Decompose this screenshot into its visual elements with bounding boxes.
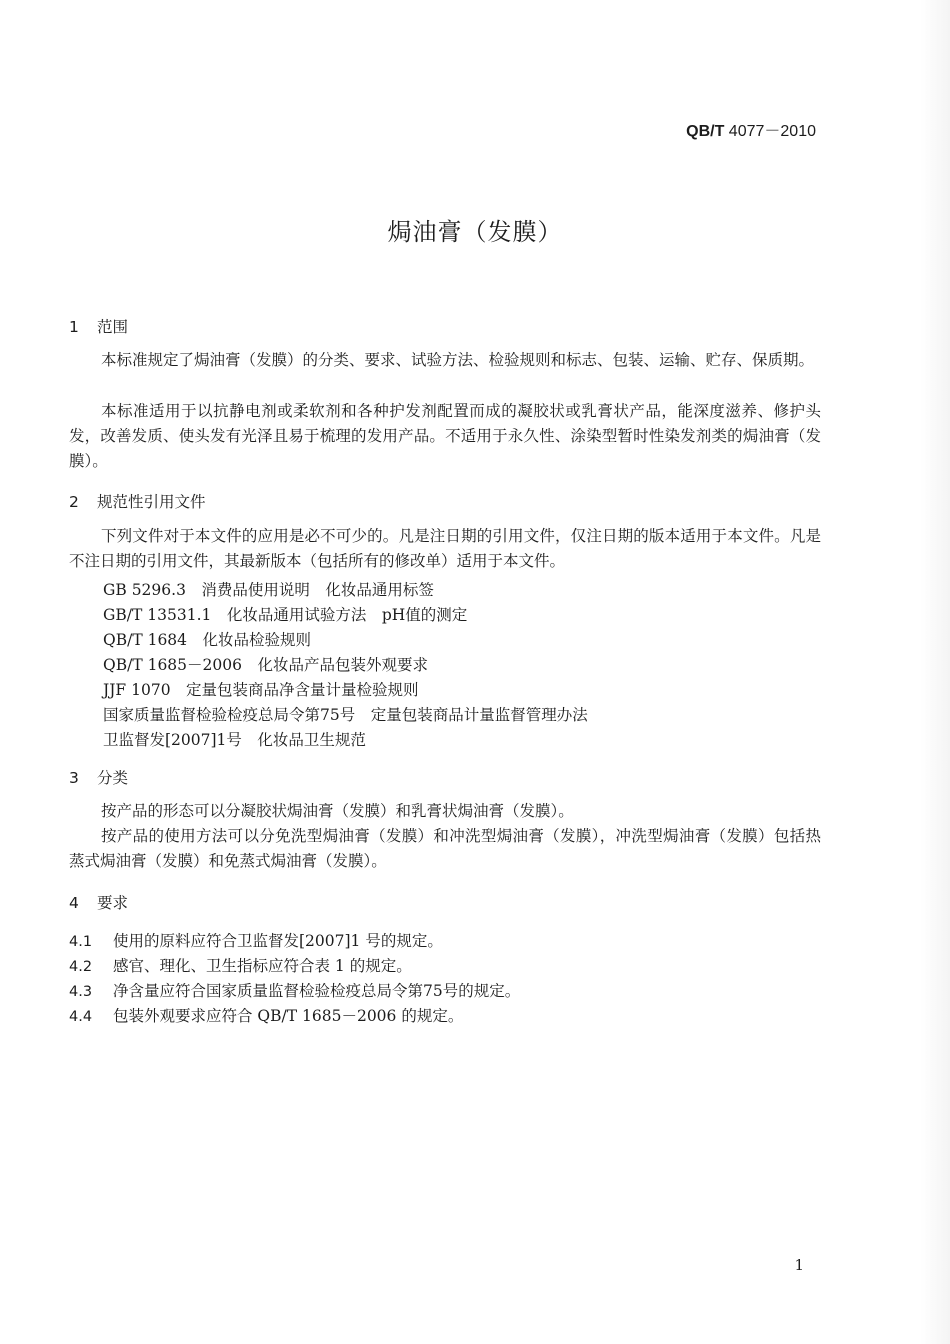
requirement-number: 4.2: [69, 959, 93, 975]
page-edge-shadow: [920, 0, 950, 1344]
section-title: 规范性引用文件: [97, 493, 206, 511]
section-number: 3: [69, 769, 79, 787]
reference-item: QB/T 1684 化妆品检验规则: [103, 631, 312, 649]
paragraph: 按产品的形态可以分凝胶状焗油膏（发膜）和乳膏状焗油膏（发膜）。: [101, 802, 574, 820]
section-title: 分类: [97, 769, 129, 787]
paragraph: 下列文件对于本文件的应用是必不可少的。凡是注日期的引用文件，仅注日期的版本适用于本文件。凡是不注日期的引用文件，其最新版本（包括所有的修改单）适用于本文件。: [69, 527, 821, 570]
requirement-text: 使用的原料应符合卫监督发[2007]1 号的规定。: [113, 932, 443, 950]
requirement-item: [69, 954, 412, 976]
reference-item: GB/T 13531.1 化妆品通用试验方法 pH值的测定: [103, 606, 468, 624]
section-heading-2: [69, 490, 206, 512]
section-heading-4: [69, 891, 128, 913]
paragraph: 本标准适用于以抗静电剂或柔软剂和各种护发剂配置而成的凝胶状或乳膏状产品，能深度滋养、修护头发，改善发质、使头发有光泽且易于梳理的发用产品。不适用于永久性、涂染型暂时性染发剂类的焗油膏（发膜）。: [69, 402, 821, 470]
requirement-item: [69, 929, 443, 951]
requirement-text: 净含量应符合国家质量监督检验检疫总局令第75号的规定。: [113, 982, 521, 1000]
section-number: 2: [69, 493, 79, 511]
requirement-text: 感官、理化、卫生指标应符合表 1 的规定。: [113, 957, 412, 975]
requirement-item: [69, 1004, 463, 1026]
requirement-number: 4.1: [69, 934, 93, 950]
page-number: 1: [794, 1256, 804, 1274]
section-title: 要求: [97, 894, 129, 912]
requirement-number: 4.3: [69, 984, 93, 1000]
section-number: 1: [69, 318, 79, 336]
section-heading-3: [69, 766, 128, 788]
reference-item: QB/T 1685－2006 化妆品产品包装外观要求: [103, 656, 428, 674]
requirement-item: [69, 979, 520, 1001]
reference-item: 国家质量监督检验检疫总局令第75号 定量包装商品计量监督管理办法: [103, 706, 588, 724]
standard-code-number: 4077－2010: [728, 123, 816, 140]
document-title: 焗油膏（发膜）: [387, 218, 563, 246]
standard-code-prefix: QB/T: [686, 123, 725, 140]
standard-code: [686, 118, 816, 141]
reference-item: JJF 1070 定量包装商品净含量计量检验规则: [103, 681, 419, 699]
section-heading-1: [69, 315, 128, 337]
reference-item: 卫监督发[2007]1号 化妆品卫生规范: [103, 731, 366, 749]
requirement-text: 包装外观要求应符合 QB/T 1685－2006 的规定。: [113, 1007, 464, 1025]
paragraph: 本标准规定了焗油膏（发膜）的分类、要求、试验方法、检验规则和标志、包装、运输、贮存、保质期。: [101, 351, 815, 369]
requirement-number: 4.4: [69, 1009, 93, 1025]
section-title: 范围: [97, 318, 129, 336]
reference-item: GB 5296.3 消费品使用说明 化妆品通用标签: [103, 581, 434, 599]
paragraph: 按产品的使用方法可以分免洗型焗油膏（发膜）和冲洗型焗油膏（发膜），冲洗型焗油膏（发膜）包括热蒸式焗油膏（发膜）和免蒸式焗油膏（发膜）。: [69, 827, 821, 870]
section-number: 4: [69, 894, 79, 912]
